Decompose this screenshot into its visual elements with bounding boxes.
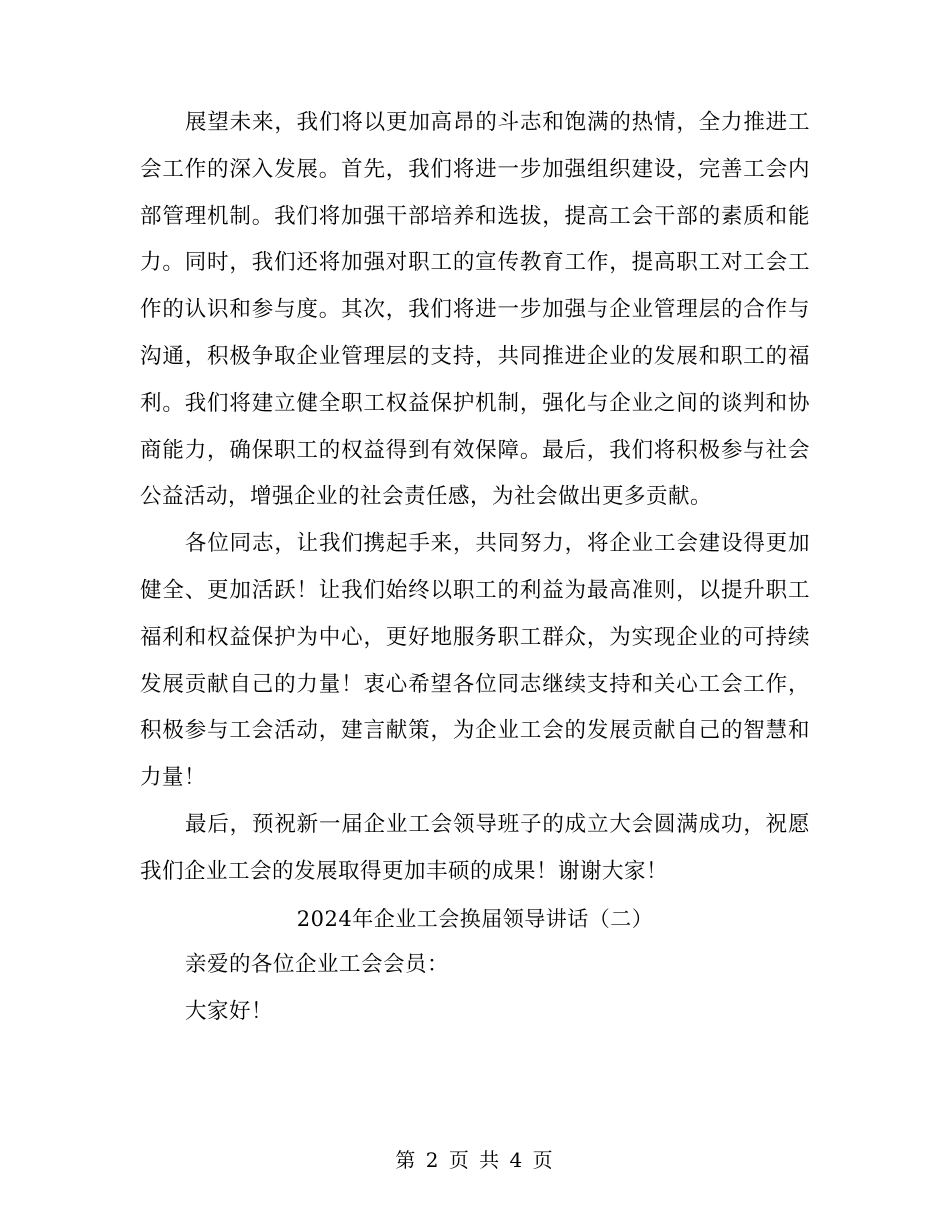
paragraph-closing: 最后，预祝新一届企业工会领导班子的成立大会圆满成功，祝愿我们企业工会的发展取得更加丰硕的成果！谢谢大家！ <box>140 811 810 884</box>
greeting: 大家好！ <box>185 999 274 1025</box>
paragraph-appeal: 各位同志，让我们携起手来，共同努力，将企业工会建设得更加健全、更加活跃！让我们始终以职工的利益为最高准则，以提升职工福利和权益保护为中心，更好地服务职工群众，为实现企业的可持续发展贡献自己的力量！衷心希望各位同志继续支持和关心工会工作，积极参与工会活动，建言献策，为企业工会的发展贡献自己的智慧和力量！ <box>140 531 810 791</box>
page-footer <box>0 1145 950 1175</box>
paragraph-outlook: 展望未来，我们将以更加高昂的斗志和饱满的热情，全力推进工会工作的深入发展。首先，我们将进一步加强组织建设，完善工会内部管理机制。我们将加强干部培养和选拔，提高工会干部的素质和能力。同时，我们还将加强对职工的宣传教育工作，提高职工对工会工作的认识和参与度。其次，我们将进一步加强与企业管理层的合作与沟通，积极争取企业管理层的支持，共同推进企业的发展和职工的福利。我们将建立健全职工权益保护机制，强化与企业之间的谈判和协商能力，确保职工的权益得到有效保障。最后，我们将积极参与社会公益活动，增强企业的社会责任感，为社会做出更多贡献。 <box>140 110 810 510</box>
document-body <box>140 100 810 1036</box>
section-heading: 2024年企业工会换届领导讲话（二） <box>296 906 654 931</box>
salutation: 亲爱的各位企业工会会员： <box>185 952 450 978</box>
page-number: 第 2 页 共 4 页 <box>395 1148 555 1172</box>
